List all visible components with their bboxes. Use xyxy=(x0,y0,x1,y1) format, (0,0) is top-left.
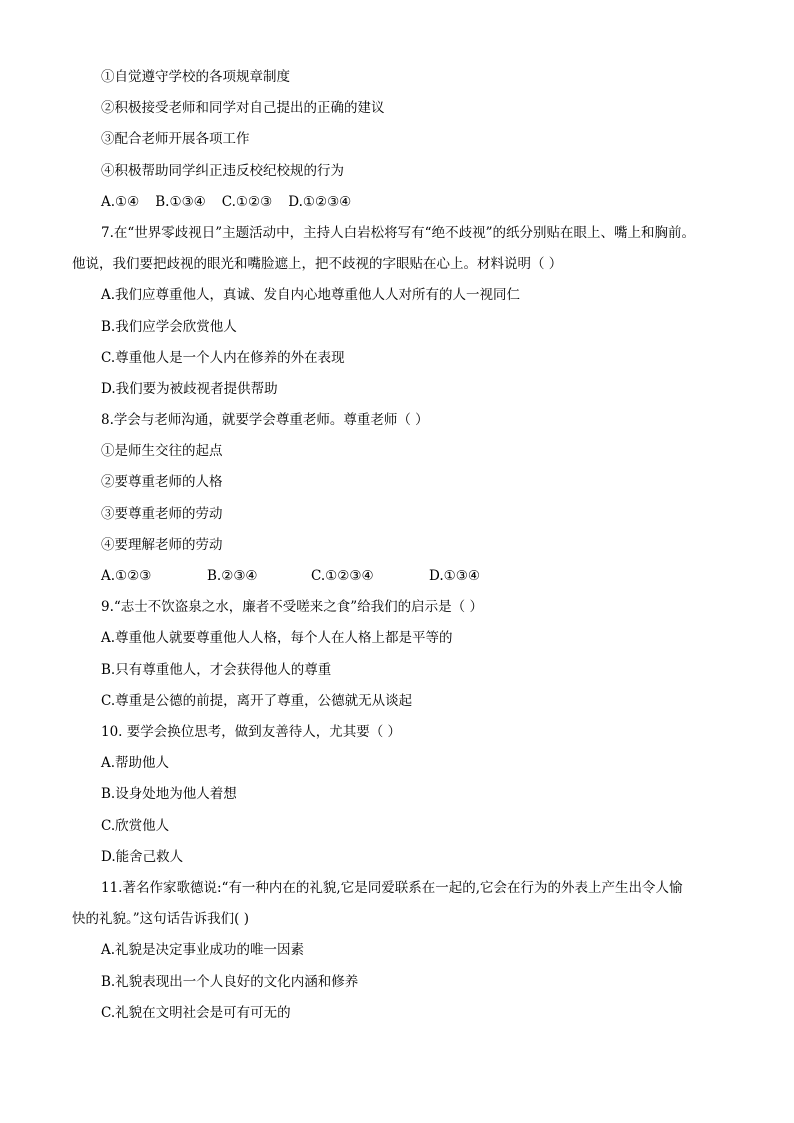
q9-option-c: C.尊重是公德的前提，离开了尊重，公德就无从谈起 xyxy=(101,692,413,709)
q10-option-b: B.设身处地为他人着想 xyxy=(101,786,237,803)
q11-option-b: B.礼貌表现出一个人良好的文化内涵和修养 xyxy=(101,973,359,990)
q11-option-a: A.礼貌是决定事业成功的唯一因素 xyxy=(101,942,305,959)
q8-option-c: C.①②③④ xyxy=(311,568,374,585)
q7-stem-line-1: 7.在“世界零歧视日”主题活动中，主持人白岩松将写有“绝不歧视”的纸分别贴在眼上、嘴上和胸前。 xyxy=(101,224,695,241)
q8-item-2: ②要尊重老师的人格 xyxy=(101,474,223,491)
q7-stem-line-2: 他说，我们要把歧视的眼光和嘴脸遮上，把不歧视的字眼贴在心上。材料说明（ ） xyxy=(72,256,563,273)
q7-option-b: B.我们应学会欣赏他人 xyxy=(101,318,237,335)
q10-option-d: D.能舍己救人 xyxy=(101,848,184,865)
q7-stem xyxy=(72,218,732,280)
q8-stem: 8.学会与老师沟通，就要学会尊重老师。尊重老师（ ） xyxy=(101,412,429,429)
q9-option-a: A.尊重他人就要尊重他人人格，每个人在人格上都是平等的 xyxy=(101,630,453,647)
q8-option-a: A.①②③ xyxy=(101,568,152,585)
q9-stem: 9.“志士不饮盗泉之水，廉者不受嗟来之食”给我们的启示是（ ） xyxy=(101,599,483,616)
q10-option-c: C.欣赏他人 xyxy=(101,817,170,834)
q11-stem xyxy=(72,873,732,935)
q10-option-a: A.帮助他人 xyxy=(101,755,170,772)
q6-item-1: ①自觉遵守学校的各项规章制度 xyxy=(101,69,290,85)
q6-option-d: D.①②③④ xyxy=(288,193,352,210)
q8-item-4: ④要理解老师的劳动 xyxy=(101,536,223,553)
q8-item-1: ①是师生交往的起点 xyxy=(101,443,223,460)
q8-item-3: ③要尊重老师的劳动 xyxy=(101,505,223,522)
q8-option-d: D.①③④ xyxy=(429,568,480,585)
q6-item-3: ③配合老师开展各项工作 xyxy=(101,131,250,148)
q7-option-d: D.我们要为被歧视者提供帮助 xyxy=(101,380,278,397)
q6-option-b: B.①③④ xyxy=(155,193,206,210)
q6-option-a: A.①④ xyxy=(101,193,140,210)
question-list xyxy=(72,62,732,1029)
q7-option-a: A.我们应尊重他人，真诚、发自内心地尊重他人人对所有的人一视同仁 xyxy=(101,287,521,304)
q11-stem-line-1: 11.著名作家歌德说:“有一种内在的礼貌,它是同爱联系在一起的,它会在行为的外表上产生出令人愉 xyxy=(101,879,683,896)
q8-option-b: B.②③④ xyxy=(207,568,258,585)
q6-option-c: C.①②③ xyxy=(221,193,273,210)
q6-item-4: ④积极帮助同学纠正违反校纪校规的行为 xyxy=(101,162,344,179)
q6-item-2: ②积极接受老师和同学对自己提出的正确的建议 xyxy=(101,100,385,117)
q10-stem: 10. 要学会换位思考，做到友善待人，尤其要（ ） xyxy=(101,723,402,740)
q8-options xyxy=(72,561,732,592)
q9-option-b: B.只有尊重他人，才会获得他人的尊重 xyxy=(101,661,332,678)
q11-option-c: C.礼貌在文明社会是可有可无的 xyxy=(101,1004,291,1021)
q7-option-c: C.尊重他人是一个人内在修养的外在表现 xyxy=(101,349,345,366)
q6-options xyxy=(72,187,732,218)
q11-stem-line-2: 快的礼貌。”这句话告诉我们( ) xyxy=(72,911,249,928)
